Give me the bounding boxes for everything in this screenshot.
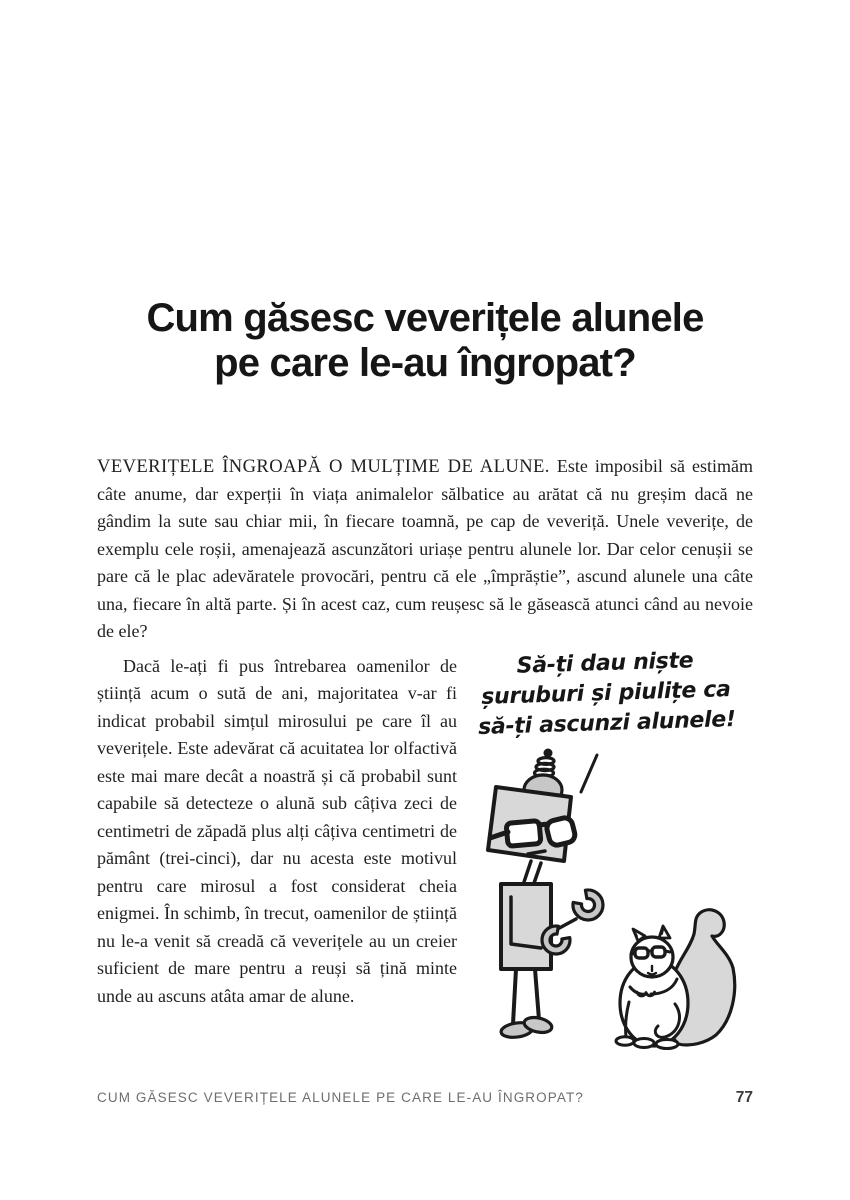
paragraph-intro [97, 453, 753, 646]
page-footer [97, 1089, 753, 1107]
robot-figure [488, 748, 603, 1039]
speech-line-2: șuruburi și piulițe ca [480, 676, 732, 710]
page-title-line-1: Cum găsesc veverițele alunele [146, 296, 704, 340]
paragraph-body: Dacă le-ați fi pus întrebarea oamenilor de știință acum o sută de ani, majoritatea v-ar fi indicat probabil simțul mirosului pe care îl au veverițele. Este adevărat că acuitatea lor olfactivă este mai mare decât a noastră și că probabil sunt capabile să detecteze o alună sub câțiva zeci de centimetri de zăpadă plus alți câțiva centimetri de pământ (trei-cinci), dar nu acesta este motivul pentru care mirosul a fost considerat cheia enigmei. În schimb, în trecut, oamenilor de știință nu le-a venit să creadă că veverițele au un creier suficient de mare pentru a reuși să țină minte unde au ascuns atâta amar de alune. [97, 655, 457, 1006]
page-title [97, 296, 753, 386]
page-title-line-2: pe care le-au îngropat? [214, 341, 636, 385]
paragraph-intro-text: Este imposibil să estimăm câte anume, dar experții în viața animalelor sălbatice au arătat că nu greșim dacă ne gândim la sute sau chiar mii, în fiecare toamnă, pe cap de veveriță. Unele veverițe, de exemplu cele roșii, amenajează ascunzători uriașe pentru alunele lor. Dar celor cenușii se pare că le plac adevăratele provocări, pentru că ele „împrăștie”, ascund alunele una câte una, fiecare în altă parte. Și în acest caz, cum reușesc să le găsească atunci când au nevoie de ele? [97, 456, 754, 641]
speech-caption [458, 644, 755, 743]
robot-squirrel-figure [453, 649, 753, 1081]
page-number: 77 [735, 1089, 753, 1106]
speech-pointer-line [581, 755, 597, 792]
wrench-hand-lower-icon [542, 925, 570, 953]
speech-line-1: Să-ți dau niște [516, 647, 694, 679]
robot-squirrel-illustration [468, 742, 766, 1064]
paragraph-intro-lead: VEVERIȚELE ÎNGROAPĂ O MULȚIME DE ALUNE. [97, 456, 550, 477]
robot-body [501, 884, 551, 969]
speech-line-3: să-ți ascunzi alunele! [477, 706, 737, 740]
wrench-hand-upper-icon [573, 889, 603, 919]
page-content [97, 0, 753, 1081]
squirrel-figure [616, 909, 735, 1048]
running-head: CUM GĂSESC VEVERIȚELE ALUNELE PE CARE LE-AU ÎNGROPAT? [97, 1090, 584, 1105]
text-and-figure-row [97, 647, 753, 1081]
